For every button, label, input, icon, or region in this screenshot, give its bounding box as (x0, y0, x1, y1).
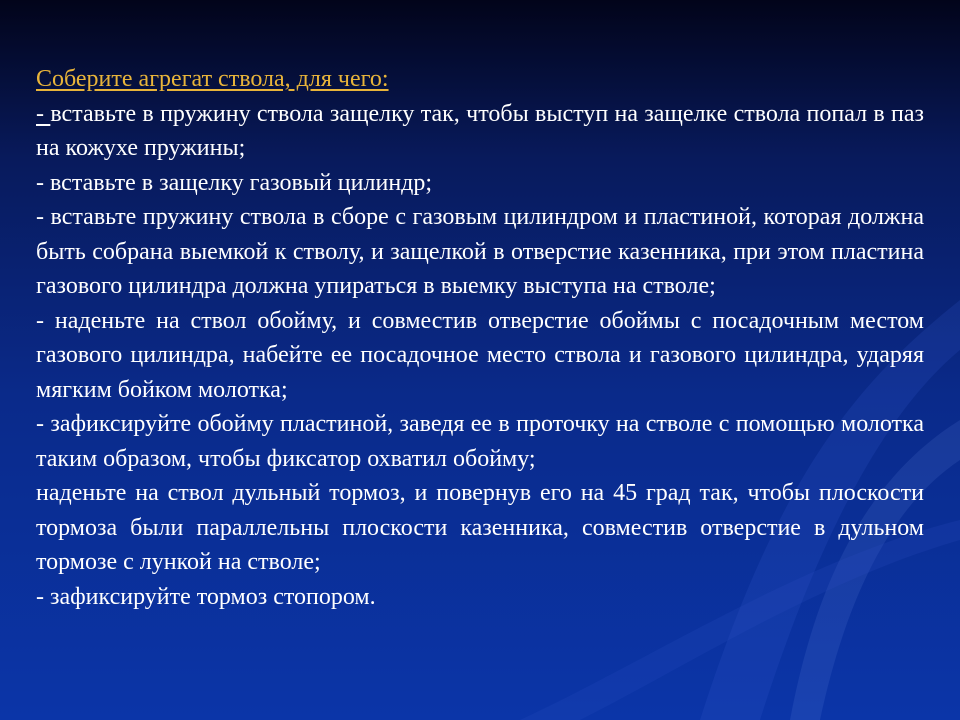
instruction-item-2: - вставьте в защелку газовый цилиндр; (36, 169, 433, 196)
instruction-item-7: - зафиксируйте тормоз стопором. (36, 583, 376, 610)
instruction-item-6: наденьте на ствол дульный тормоз, и повернув его на 45 град так, чтобы плоскости тормоза были параллельны плоскости казенника, совместив отверстие в дульном тормозе с лункой на стволе; (36, 480, 924, 575)
slide-heading: Соберите агрегат ствола, для чего: (36, 66, 389, 92)
instruction-item-1 (36, 97, 924, 166)
slide-content (36, 62, 924, 614)
instruction-item-5: - зафиксируйте обойму пластиной, заведя ее в проточку на стволе с помощью молотка таким образом, чтобы фиксатор охватил обойму; (36, 411, 924, 472)
instruction-item-4: - наденьте на ствол обойму, и совместив отверстие обоймы с посадочным местом газового цилиндра, набейте ее посадочное место ствола и газового цилиндра, ударяя мягким бойком молотка; (36, 307, 924, 403)
first-item-dash: - (36, 100, 51, 127)
instruction-item-3: - вставьте пружину ствола в сборе с газовым цилиндром и пластиной, которая должна быть собрана выемкой к стволу, и защелкой в отверстие казенника, при этом пластина газового цилиндра должна упираться в выемку выступа на стволе; (36, 204, 924, 299)
instruction-item-1-text: вставьте в пружину ствола защелку так, чтобы выступ на защелке ствола попал в паз на кожухе пружины; (36, 100, 925, 161)
